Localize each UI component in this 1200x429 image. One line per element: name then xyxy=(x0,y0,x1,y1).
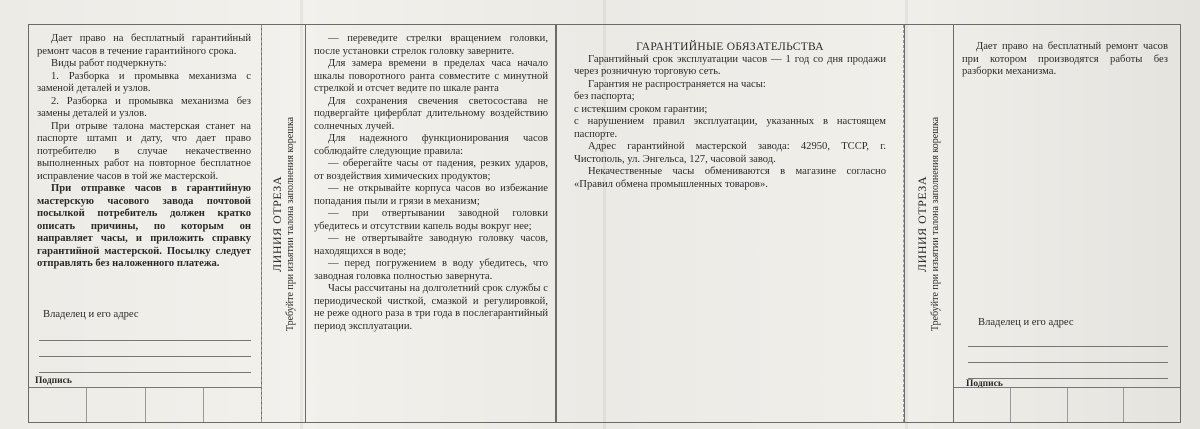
cut-line-caption xyxy=(915,116,941,330)
coupon-panel-left xyxy=(28,24,262,423)
coupon-paragraph: 2. Разборка и промывка механизма без замены деталей и узлов. xyxy=(37,95,251,119)
stub-table xyxy=(29,387,261,422)
instruction-paragraph: Для надежного функционирования часов соблюдайте следующие правила: xyxy=(314,133,548,157)
coupon-paragraph: Дает право на бесплатный ремонт часов при котором производятся работы без разборки механизма. xyxy=(962,41,1168,77)
coupon-paragraph: Дает право на бесплатный гарантийный ремонт часов в течение гарантийного срока. xyxy=(37,33,251,57)
instruction-paragraph: — не отвертывайте заводную головку часов, находящихся в воде; xyxy=(314,233,548,257)
signature-label: Подпись xyxy=(35,376,72,386)
instructions-text xyxy=(314,33,548,333)
coupon-text xyxy=(962,41,1168,79)
warranty-paragraph: Адрес гарантийной мастерской завода: 42950, ТССР, г. Чистополь, ул. Энгельса, 127, часовой завод. xyxy=(574,141,886,165)
instruction-paragraph: — перед погружением в воду убедитесь, что заводная головка полностью завернута. xyxy=(314,258,548,282)
coupon-paragraph: Виды работ подчеркнуть: xyxy=(51,58,167,69)
coupon-paragraph: При отправке часов в гарантийную мастерскую часового завода почтовой посылкой потребитель должен кратко описать причины, по которым он направляет часы, и приложить справку гарантийной мастерской. Посылку следует отправлять без наложенного платежа. xyxy=(37,183,251,269)
instruction-paragraph: — оберегайте часы от падения, резких ударов, от воздействия химических продуктов; xyxy=(314,158,548,182)
instruction-paragraph: Часы рассчитаны на долголетний срок службы с периодической чисткой, смазкой и регулировкой, не реже одного раза в три года в послегарантийный период эксплуатации. xyxy=(314,283,548,332)
coupon-text xyxy=(37,33,251,271)
cut-line-strip xyxy=(261,24,305,423)
warranty-paragraph: Гарантия не распространяется на часы: xyxy=(588,78,766,90)
warranty-panel xyxy=(555,24,905,423)
instruction-paragraph: — при отвертывании заводной головки убедитесь и отсутствии капель воды вокруг нее; xyxy=(314,208,548,232)
coupon-panel-right xyxy=(953,24,1181,423)
owner-address-lines xyxy=(968,331,1168,379)
warranty-paragraph: с нарушением правил эксплуатации, указанных в настоящем паспорте. xyxy=(574,116,886,140)
warranty-text xyxy=(574,41,886,191)
warranty-title: ГАРАНТИЙНЫЕ ОБЯЗАТЕЛЬСТВА xyxy=(636,41,824,53)
coupon-paragraph: При отрыве талона мастерская станет на паспорте штамп и дату, что дает право потребителю в случае некачественно выполненных работ на повторное бесплатное исправление часов в той же мастерской. xyxy=(37,120,251,182)
coupon-paragraph: 1. Разборка и промывка механизма с заменой деталей и узлов. xyxy=(37,70,251,94)
cut-line-label: ЛИНИЯ ОТРЕЗА xyxy=(270,175,284,272)
warranty-paragraph: Некачественные часы обмениваются в магазине согласно «Правил обмена промышленных товаров». xyxy=(574,166,886,190)
signature-label: Подпись xyxy=(966,379,1003,389)
warranty-paragraph: Гарантийный срок эксплуатации часов — 1 год со дня продажи через розничную торговую сеть. xyxy=(574,53,886,77)
stub-table xyxy=(954,387,1180,422)
owner-address-lines xyxy=(39,325,251,373)
cut-line-caption xyxy=(270,116,296,330)
owner-label: Владелец и его адрес xyxy=(43,309,139,320)
instructions-panel xyxy=(305,24,557,423)
cut-line-label: ЛИНИЯ ОТРЕЗА xyxy=(915,175,929,272)
cut-line-strip xyxy=(903,24,953,423)
warranty-paragraph: с истекшим сроком гарантии; xyxy=(574,103,708,115)
instruction-paragraph: Для замера времени в пределах часа начало шкалы поворотного ранта совместите с минутной стрелкой и отсчет ведите по шкале ранта xyxy=(314,58,548,94)
instruction-paragraph: — не открывайте корпуса часов во избежание попадания пыли и грязи в механизм; xyxy=(314,183,548,207)
cut-line-note: Требуйте при изъятии талона заполнения корешка xyxy=(285,116,296,331)
warranty-paragraph: без паспорта; xyxy=(574,91,635,102)
instruction-paragraph: — переведите стрелки вращением головки, после установки стрелок головку заверните. xyxy=(314,33,548,57)
cut-line-note: Требуйте при изъятии талона заполнения корешка xyxy=(930,116,941,331)
owner-label: Владелец и его адрес xyxy=(978,317,1074,328)
instruction-paragraph: Для сохранения свечения светосостава не подвергайте циферблат длительному воздействию солнечных лучей. xyxy=(314,95,548,132)
